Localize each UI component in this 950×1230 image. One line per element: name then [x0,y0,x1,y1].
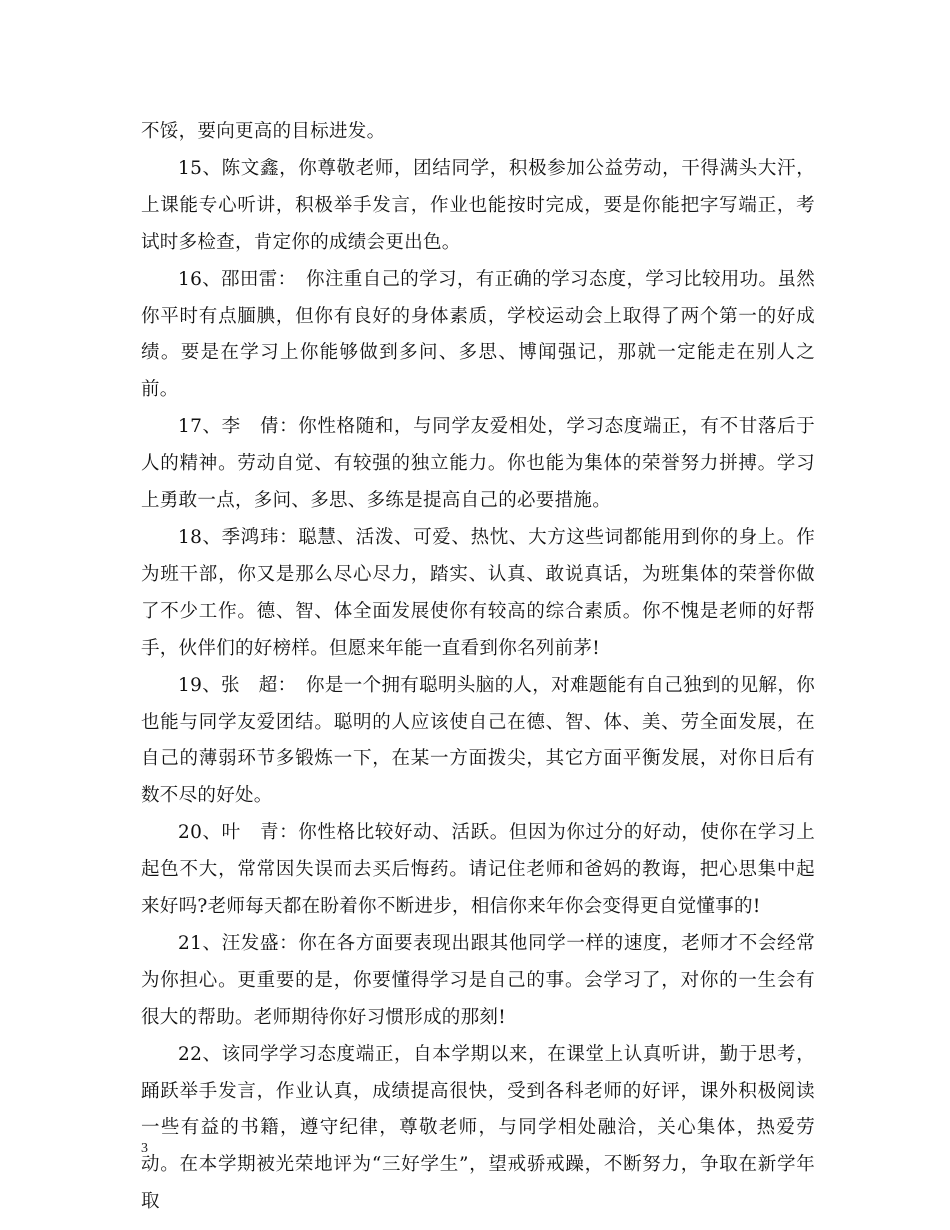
document-body [141,114,815,1221]
paragraph-comment-21: 21、汪发盛：你在各方面要表现出跟其他同学一样的速度，老师才不会经常为你担心。更重要的是，你要懂得学习是自己的事。会学习了，对你的一生会有很大的帮助。老师期待你好习惯形成的那刻! [141,932,815,1028]
paragraph-comment-18: 18、季鸿玮：聪慧、活泼、可爱、热忱、大方这些词都能用到你的身上。作为班干部，你又是那么尽心尽力，踏实、认真、敢说真话，为班集体的荣誉你做了不少工作。德、智、体全面发展使你有较高的综合素质。你不愧是老师的好帮手，伙伴们的好榜样。但愿来年能一直看到你名列前茅! [141,526,815,659]
paragraph-continuation: 不馁，要向更高的目标进发。 [141,121,386,142]
paragraph-comment-17: 17、李 倩：你性格随和，与同学友爱相处，学习态度端正，有不甘落后于人的精神。劳动自觉、有较强的独立能力。你也能为集体的荣誉努力拼搏。学习上勇敢一点，多问、多思、多练是提高自己的必要措施。 [141,416,815,512]
paragraph-comment-16: 16、邵田雷： 你注重自己的学习，有正确的学习态度，学习比较用功。虽然你平时有点腼腆，但你有良好的身体素质，学校运动会上取得了两个第一的好成绩。要是在学习上你能够做到多问、多思、博闻强记，那就一定能走在别人之前。 [141,268,815,401]
paragraph-comment-20: 20、叶 青：你性格比较好动、活跃。但因为你过分的好动，使你在学习上起色不大，常常因失误而去买后悔药。请记住老师和爸妈的教诲，把心思集中起来好吗?老师每天都在盼着你不断进步，相信你来年你会变得更自觉懂事的! [141,822,815,918]
paragraph-comment-22: 22、该同学学习态度端正，自本学期以来，在课堂上认真听讲，勤于思考，踊跃举手发言，作业认真，成绩提高很快，受到各科老师的好评，课外积极阅读一些有益的书籍，遵守纪律，尊敬老师，与同学相处融洽，关心集体，热爱劳动。在本学期被光荣地评为“三好学生”，望戒骄戒躁，不断努力，争取在新学年取 [141,1043,815,1213]
paragraph-comment-19: 19、张 超： 你是一个拥有聪明头脑的人，对难题能有自己独到的见解，你也能与同学友爱团结。聪明的人应该使自己在德、智、体、美、劳全面发展，在自己的薄弱环节多锻炼一下，在某一方面拨尖，其它方面平衡发展，对你日后有数不尽的好处。 [141,674,815,807]
page-number: 3 [141,1141,148,1156]
paragraph-comment-15: 15、陈文鑫，你尊敬老师，团结同学，积极参加公益劳动，干得满头大汗，上课能专心听讲，积极举手发言，作业也能按时完成，要是你能把字写端正，考试时多检查，肯定你的成绩会更出色。 [141,157,815,253]
